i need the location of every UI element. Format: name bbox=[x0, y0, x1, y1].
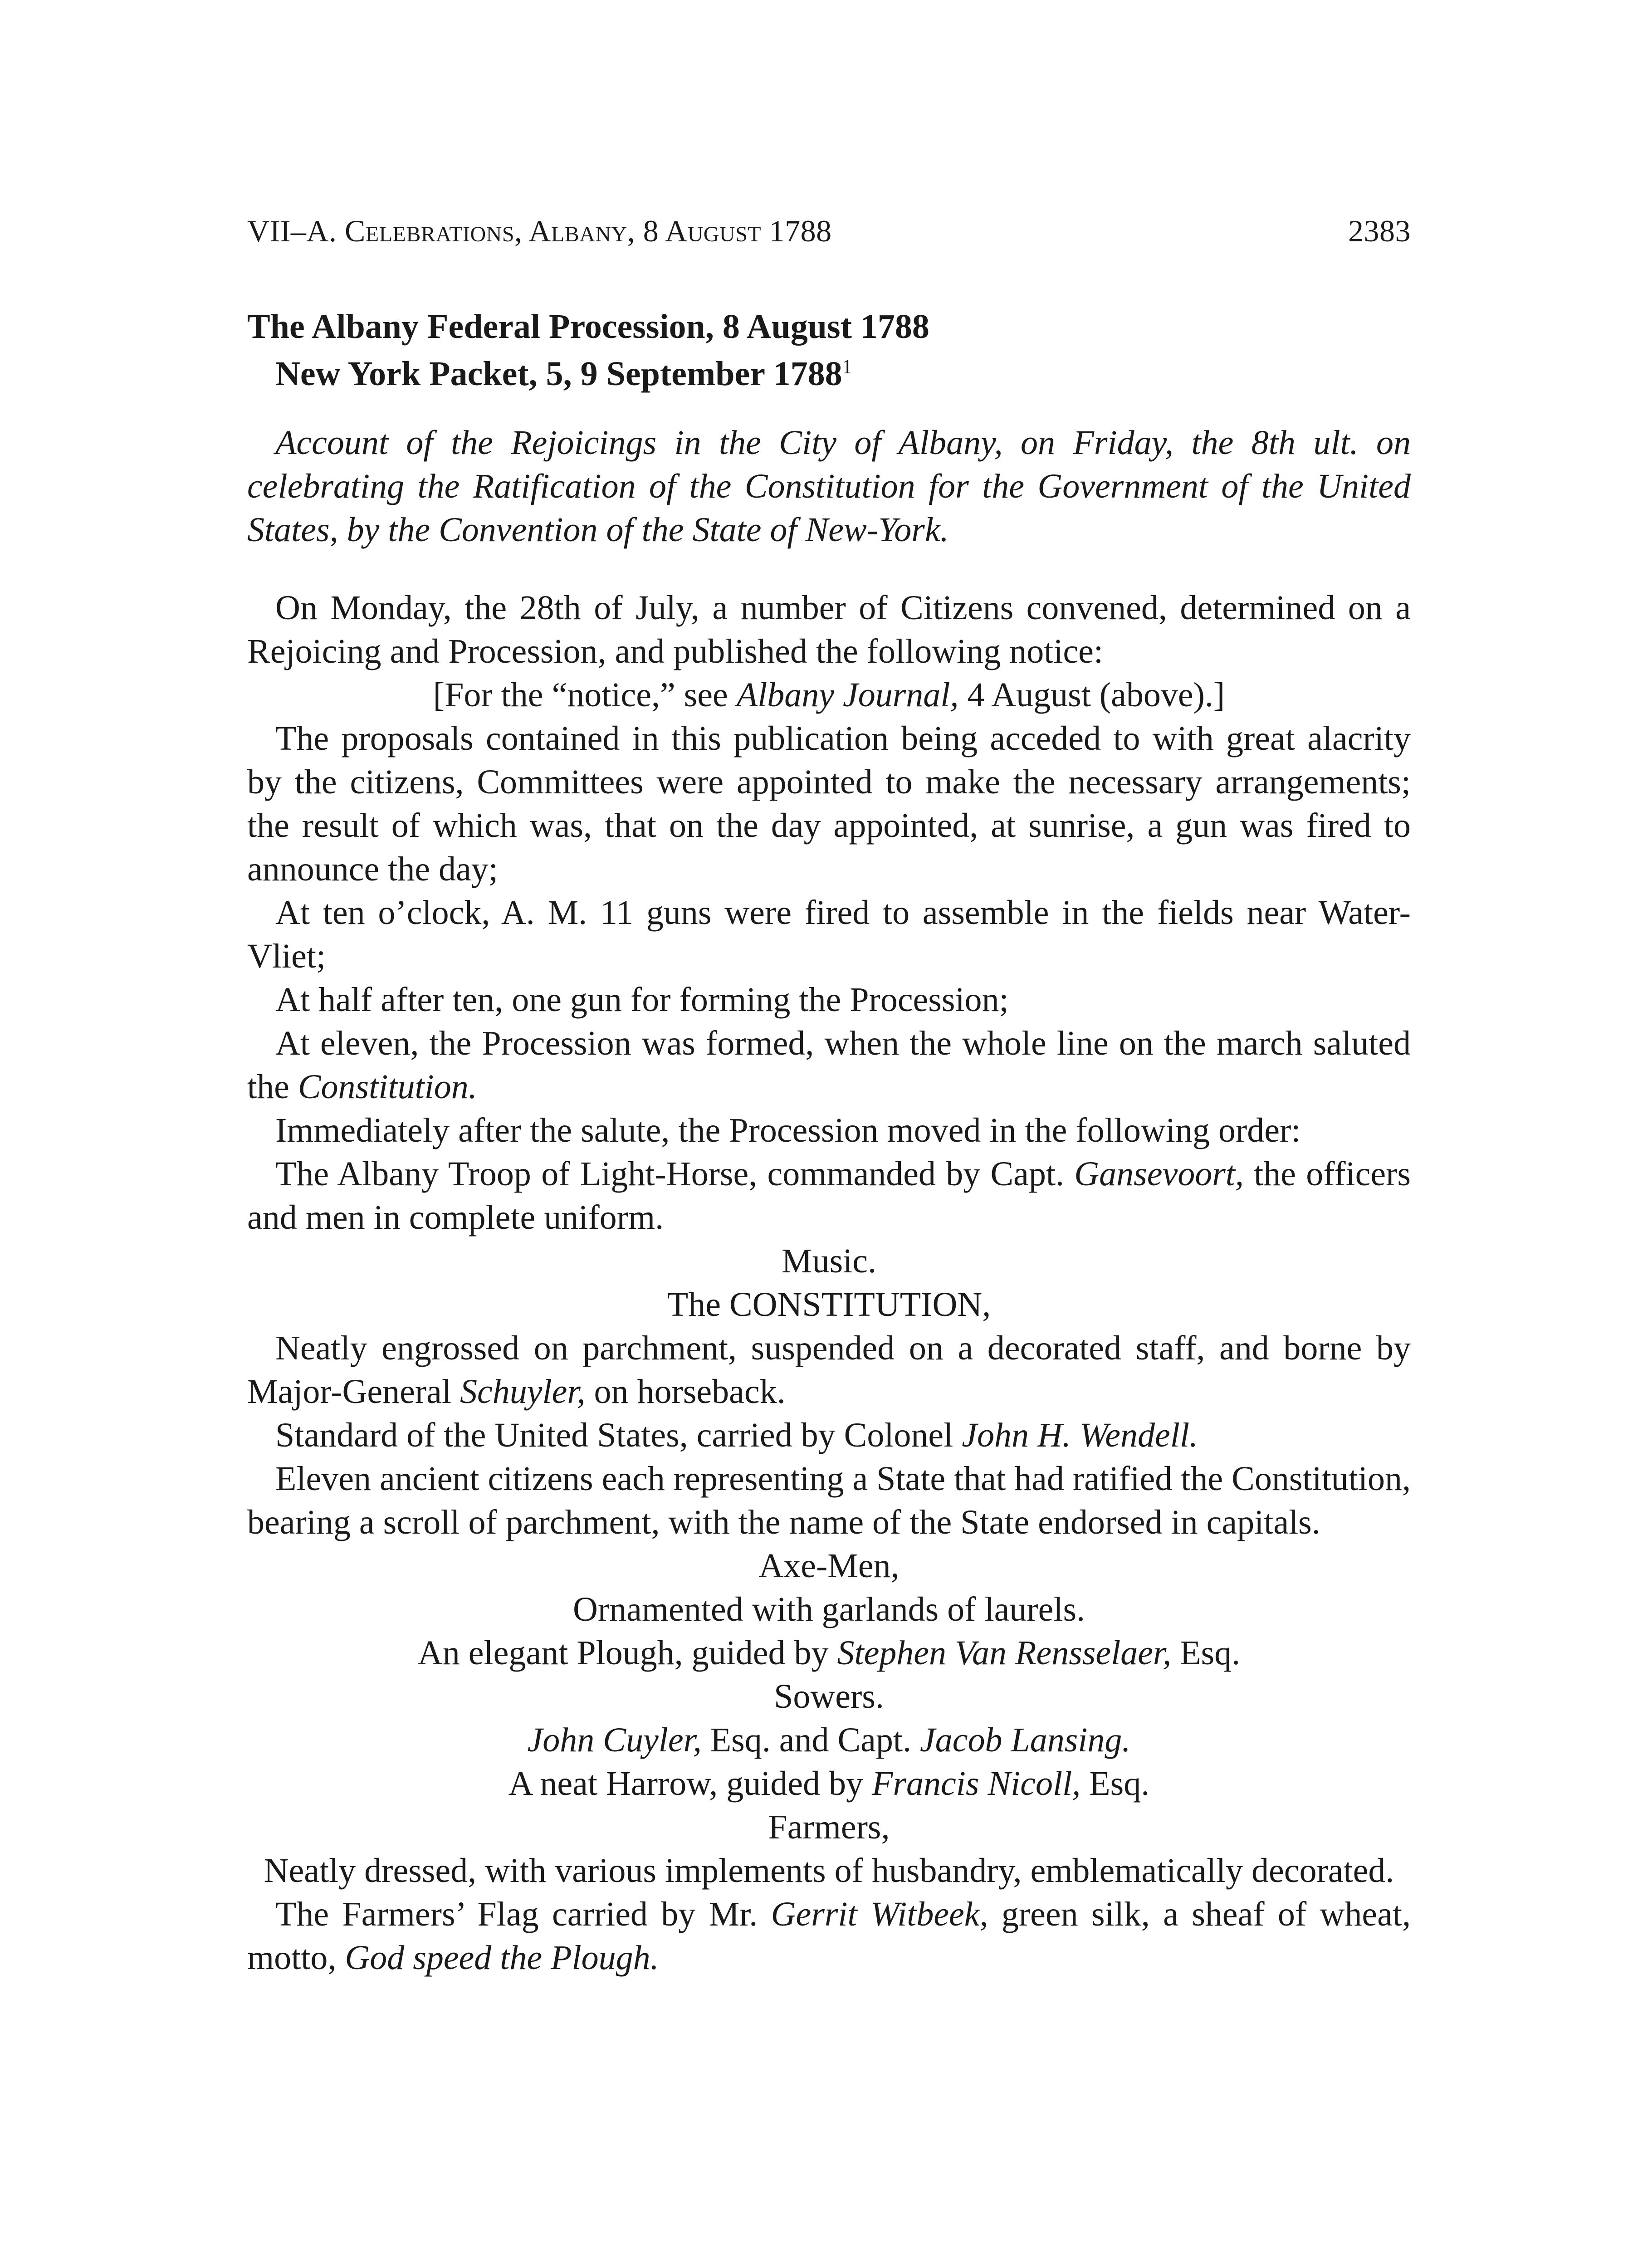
paragraph: Neatly engrossed on parchment, suspended on a decorated staff, and borne by Major-General Schuyler, on horseback. bbox=[247, 1329, 1411, 1411]
document-page bbox=[247, 215, 1411, 1980]
procession-item: Neatly dressed, with various implements of husbandry, emblematically decorated. bbox=[264, 1852, 1394, 1890]
paragraph: On Monday, the 28th of July, a number of Citizens convened, determined on a Rejoicing and Procession, and published the following notice: bbox=[247, 589, 1411, 670]
source-line: New York Packet, 5, 9 September 1788$^1$ bbox=[275, 355, 852, 393]
procession-item: Sowers. bbox=[774, 1677, 884, 1716]
procession-item: Axe-Men, bbox=[758, 1547, 900, 1585]
procession-item: Ornamented with garlands of laurels. bbox=[572, 1590, 1085, 1628]
paragraph: At half after ten, one gun for forming the Procession; bbox=[275, 981, 1009, 1019]
document-title bbox=[247, 303, 1411, 397]
paragraph: Standard of the United States, carried by Colonel John H. Wendell. bbox=[275, 1416, 1198, 1454]
paragraph: Eleven ancient citizens each representing a State that had ratified the Constitution, bearing a scroll of parchment, with the name of the State endorsed in capitals. bbox=[247, 1460, 1411, 1541]
procession-item: An elegant Plough, guided by Stephen Van Rensselaer, Esq. bbox=[417, 1634, 1241, 1672]
paragraph: The Farmers’ Flag carried by Mr. Gerrit Witbeek, green silk, a sheaf of wheat, motto, God speed the Plough. bbox=[247, 1895, 1411, 1977]
page-number: 2383 bbox=[1348, 214, 1411, 248]
paragraph: Immediately after the salute, the Procession moved in the following order: bbox=[275, 1111, 1301, 1149]
running-header bbox=[247, 215, 1411, 246]
article-body bbox=[247, 586, 1411, 1980]
procession-item: John Cuyler, Esq. and Capt. Jacob Lansing. bbox=[527, 1721, 1131, 1759]
procession-item: Music. bbox=[782, 1242, 876, 1280]
procession-item: A neat Harrow, guided by Francis Nicoll, Esq. bbox=[508, 1765, 1150, 1803]
footnote-reference: 1 bbox=[842, 355, 852, 378]
paragraph: At ten o’clock, A. M. 11 guns were fired to assemble in the fields near Water-Vliet; bbox=[247, 894, 1411, 975]
section-heading: VII–A. Celebrations, Albany, 8 August 1788 bbox=[247, 214, 832, 248]
paragraph: The proposals contained in this publication being acceded to with great alacrity by the citizens, Committees were appointed to make the necessary arrangements; the result of which was, that on the day appointed, at sunrise, a gun was fired to announce the day; bbox=[247, 719, 1411, 888]
paragraph: At eleven, the Procession was formed, when the whole line on the march saluted the Constitution. bbox=[247, 1024, 1411, 1106]
procession-item: Farmers, bbox=[768, 1808, 890, 1846]
paragraph: The Albany Troop of Light-Horse, commanded by Capt. Gansevoort, the officers and men in complete uniform. bbox=[247, 1155, 1411, 1237]
notice-reference: [For the “notice,” see Albany Journal, 4 August (above).] bbox=[433, 676, 1225, 714]
procession-item: The CONSTITUTION, bbox=[667, 1286, 991, 1324]
title-line: The Albany Federal Procession, 8 August 1788 bbox=[247, 308, 929, 346]
intro-paragraph: Account of the Rejoicings in the City of Albany, on Friday, the 8th ult. on celebrating the Ratification of the Constitution for the Government of the United States, by the Convention of the State of New-York. bbox=[247, 424, 1411, 549]
